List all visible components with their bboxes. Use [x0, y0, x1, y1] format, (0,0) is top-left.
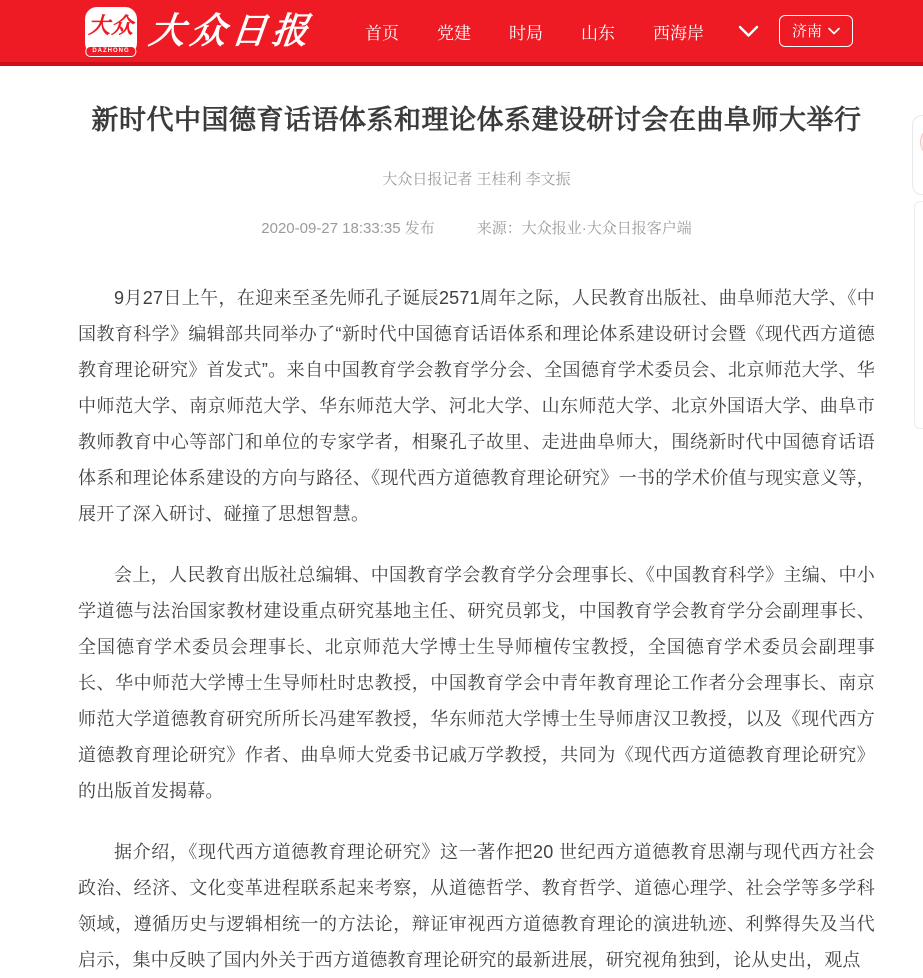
dazhong-wordmark: 大众日报 [146, 10, 316, 51]
article-paragraph: 会上，人民教育出版社总编辑、中国教育学会教育学分会理事长、《中国教育科学》主编、中小学道德与法治国家教材建设重点研究基地主任、研究员郭戈，中国教育学会教育学分会副理事长、全国德育学术委员会理事长、北京师范大学博士生导师檀传宝教授，全国德育学术委员会副理事长、华中师范大学博士生导师杜时忠教授，中国教育学会中青年教育理论工作者分会理事长、南京师范大学道德教育研究所所长冯建军教授，华东师范大学博士生导师唐汉卫教授，以及《现代西方道德教育理论研究》作者、曲阜师大党委书记戚万学教授，共同为《现代西方道德教育理论研究》的出版首发揭幕。 [78, 565, 875, 802]
article-page [78, 102, 875, 978]
nav-item-shandong[interactable]: 山东 [581, 23, 616, 43]
article-meta [78, 217, 875, 238]
nav-item-west-coast[interactable]: 西海岸 [653, 23, 705, 43]
nav-item-home[interactable]: 首页 [365, 23, 400, 43]
floating-tool-panel[interactable] [914, 201, 923, 429]
app-icon-ribbon-label: DAZHONG [85, 46, 136, 57]
city-selector-button[interactable] [779, 15, 853, 47]
chevron-down-icon [828, 27, 840, 35]
article-title: 新时代中国德育话语体系和理论体系建设研讨会在曲阜师大举行 [91, 105, 862, 135]
publish-time: 2020-09-27 18:33:35 发布 [261, 220, 435, 238]
article-byline: 大众日报记者 王桂利 李文振 [382, 171, 571, 189]
dazhong-app-icon [85, 7, 137, 55]
floating-share-panel[interactable] [912, 115, 923, 195]
app-icon-characters: 大众 [87, 13, 134, 38]
article-source: 来源：大众报业·大众日报客户端 [476, 220, 692, 238]
nav-more-chevron-icon[interactable] [738, 25, 759, 38]
nav-item-party-building[interactable]: 党建 [437, 23, 472, 43]
article-paragraph: 9月27日上午，在迎来至圣先师孔子诞辰2571周年之际，人民教育出版社、曲阜师范大学、《中国教育科学》编辑部共同举办了“新时代中国德育话语体系和理论体系建设研讨会暨《现代西方道德教育理论研究》首发式”。来自中国教育学会教育学分会、全国德育学术委员会、北京师范大学、华中师范大学、南京师范大学、华东师范大学、河北大学、山东师范大学、北京外国语大学、曲阜市教师教育中心等部门和单位的专家学者，相聚孔子故里、走进曲阜师大，围绕新时代中国德育话语体系和理论体系建设的方向与路径、《现代西方道德教育理论研究》一书的学术价值与现实意义等，展开了深入研讨、碰撞了思想智慧。 [78, 288, 875, 525]
nav-item-current-affairs[interactable]: 时局 [509, 23, 544, 43]
site-header [0, 0, 923, 66]
article-paragraph: 据介绍，《现代西方道德教育理论研究》这一著作把20 世纪西方道德教育思潮与现代西方社会政治、经济、文化变革进程联系起来考察，从道德哲学、教育哲学、道德心理学、社会学等多学科领域，遵循历史与逻辑相统一的方法论，辩证审视西方道德教育理论的演进轨迹、利弊得失及当代启示，集中反映了国内外关于西方道德教育理论研究的最新进展，研究视角独到，论从史出，观点 [78, 842, 875, 971]
dazhong-logo[interactable] [85, 7, 316, 55]
article-body [78, 280, 875, 978]
main-nav [365, 19, 704, 44]
city-selector-label: 济南 [792, 23, 823, 40]
